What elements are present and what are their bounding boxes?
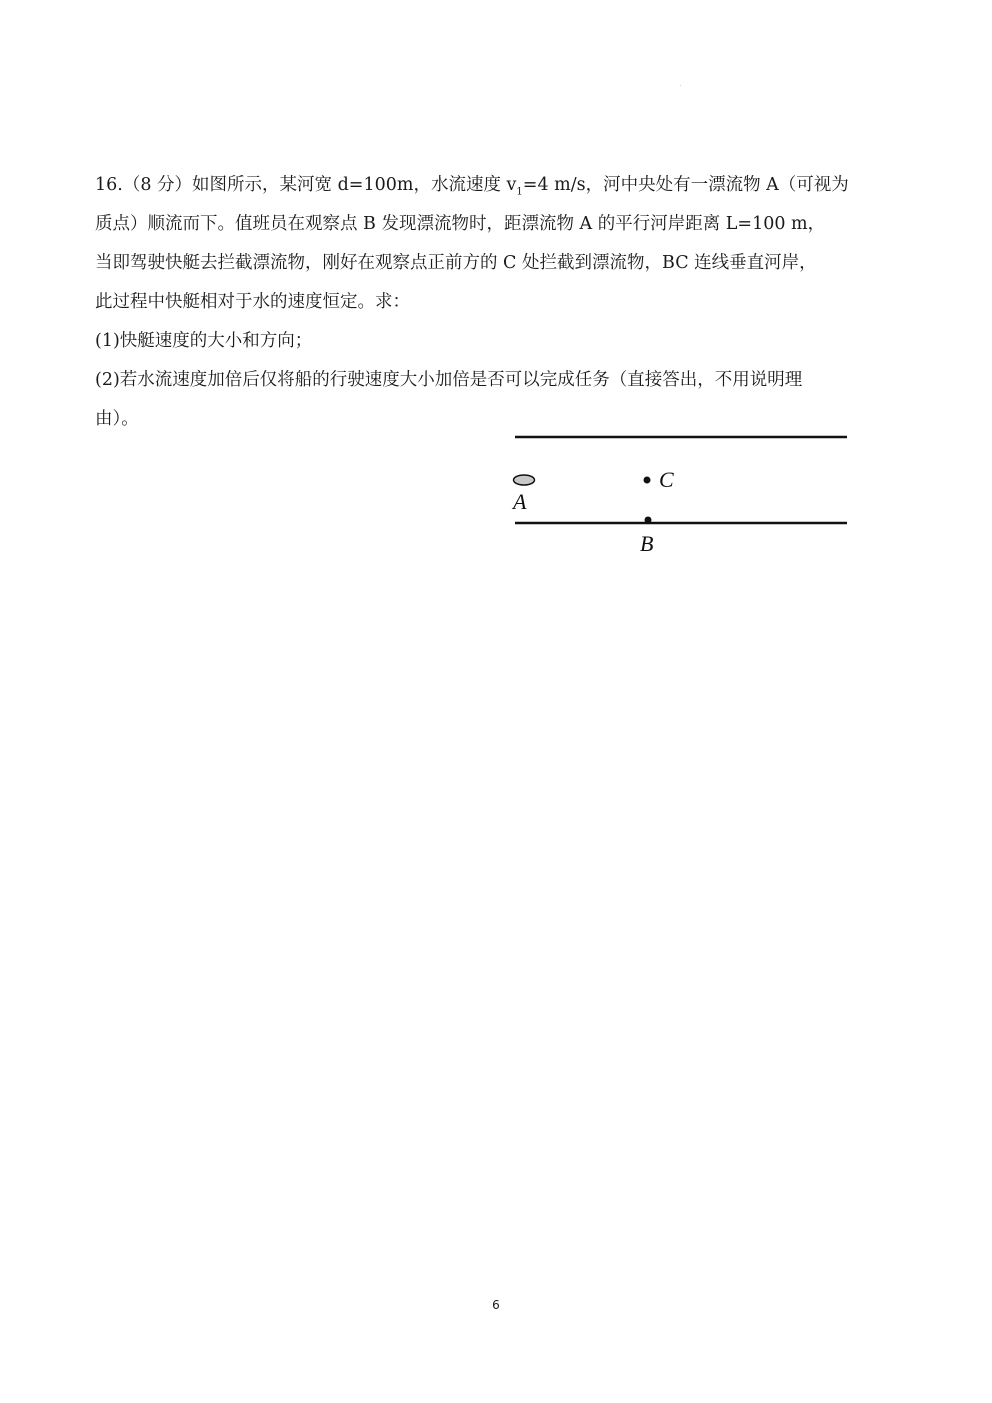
point-b (645, 517, 652, 524)
problem-16 (95, 166, 905, 439)
problem-line-4: 此过程中快艇相对于水的速度恒定。求： (95, 292, 410, 312)
point-c (644, 477, 651, 484)
problem-line-1 (95, 166, 905, 205)
floating-object-a (514, 475, 535, 485)
problem-line-1-text-end: =4 m/s，河中央处有一漂流物 A（可视为 (522, 175, 849, 195)
river-figure (500, 425, 860, 569)
question-2-line-1: (2)若水流速度加倍后仅将船的行驶速度大小加倍是否可以完成任务（直接答出，不用说明理 (95, 370, 803, 390)
question-2-line-2: 由）。 (95, 409, 139, 429)
river-diagram (500, 425, 860, 565)
label-c: C (659, 467, 674, 492)
velocity-subscript: 1 (516, 186, 523, 198)
label-a: A (513, 489, 527, 514)
problem-line-2: 质点）顺流而下。值班员在观察点 B 发现漂流物时，距漂流物 A 的平行河岸距离 L=100 m， (95, 214, 826, 234)
question-1: (1)快艇速度的大小和方向； (95, 331, 313, 351)
page-number: 6 (492, 1298, 500, 1312)
scan-speck (680, 85, 681, 86)
problem-line-1-text: 16.（8 分）如图所示，某河宽 d=100m，水流速度 v (95, 175, 517, 195)
problem-line-3: 当即驾驶快艇去拦截漂流物，刚好在观察点正前方的 C 处拦截到漂流物，BC 连线垂直河岸， (95, 253, 817, 273)
label-b: B (640, 531, 654, 556)
